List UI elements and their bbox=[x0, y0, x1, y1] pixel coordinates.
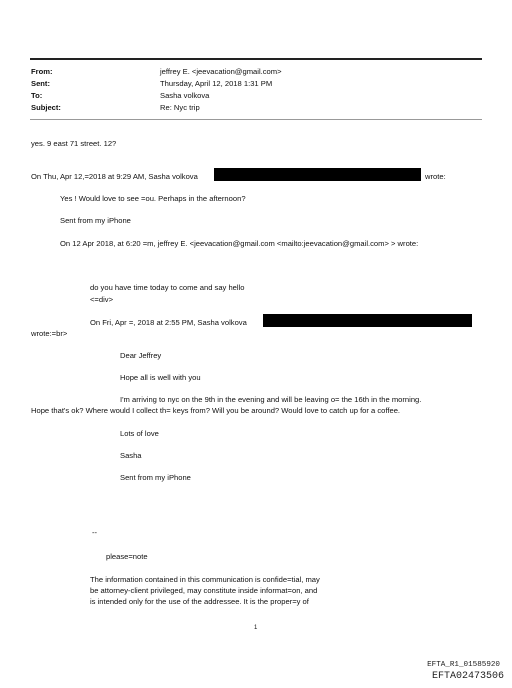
sent-label: Sent: bbox=[31, 79, 50, 88]
from-label: From: bbox=[31, 67, 53, 76]
quote3-line1: Hope all is well with you bbox=[120, 373, 201, 382]
quote3-intro: On Fri, Apr =, 2018 at 2:55 PM, Sasha volkova bbox=[90, 318, 247, 327]
dash-separator: -- bbox=[92, 528, 98, 537]
quote1-intro: On Thu, Apr 12,=2018 at 9:29 AM, Sasha volkova bbox=[31, 172, 198, 181]
from-value: jeffrey E. <jeevacation@gmail.com> bbox=[160, 67, 282, 76]
redaction-block bbox=[263, 314, 472, 327]
quote1-text: Yes ! Would love to see =ou. Perhaps in the afternoon? bbox=[60, 194, 246, 203]
quote3-line2: I'm arriving to nyc on the 9th in the evening and will be leaving o= the 16th in the morning. bbox=[120, 395, 422, 404]
bates-id-primary: EFTA_R1_01585920 bbox=[427, 661, 500, 669]
subject-value: Re: Nyc trip bbox=[160, 103, 200, 112]
subject-label: Subject: bbox=[31, 103, 61, 112]
page-number: 1 bbox=[254, 625, 258, 631]
header-top-rule bbox=[30, 58, 482, 60]
redaction-block bbox=[214, 168, 421, 181]
quote3-greeting: Dear Jeffrey bbox=[120, 351, 162, 360]
to-label: To: bbox=[31, 91, 43, 100]
quote3-line3: Hope that's ok? Where would I collect th= keys from? Will you be around? Would love to catch up for a coffee. bbox=[31, 406, 401, 415]
quote3-wrote: wrote:=br> bbox=[31, 329, 68, 338]
quote1-wrote: wrote: bbox=[425, 172, 446, 181]
quote1-signature: Sent from my iPhone bbox=[60, 216, 131, 225]
quote3-signature: Sent from my iPhone bbox=[120, 473, 191, 482]
quote2-intro: On 12 Apr 2018, at 6:20 =m, jeffrey E. <jeevacation@gmail.com <mailto:jeevacation@gmail.com> > wrote: bbox=[60, 239, 419, 248]
to-value: Sasha volkova bbox=[160, 91, 210, 100]
reply-text: yes. 9 east 71 street. 12? bbox=[31, 139, 117, 148]
sent-value: Thursday, April 12, 2018 1:31 PM bbox=[160, 79, 273, 88]
quote2-div: <=div> bbox=[90, 295, 114, 304]
header-bottom-rule bbox=[30, 119, 482, 120]
quote3-closing: Lots of love bbox=[120, 429, 159, 438]
quote3-name: Sasha bbox=[120, 451, 142, 460]
bates-id-secondary: EFTA02473506 bbox=[431, 671, 504, 682]
note-label: please=note bbox=[106, 552, 148, 561]
quote2-text: do you have time today to come and say hello bbox=[90, 283, 245, 292]
disclaimer-text: The information contained in this communication is confide=tial, may be attorney-client privileged, may constitute inside informat=on, and is intended only for the use of the addressee. It is the proper=y of bbox=[90, 575, 320, 606]
